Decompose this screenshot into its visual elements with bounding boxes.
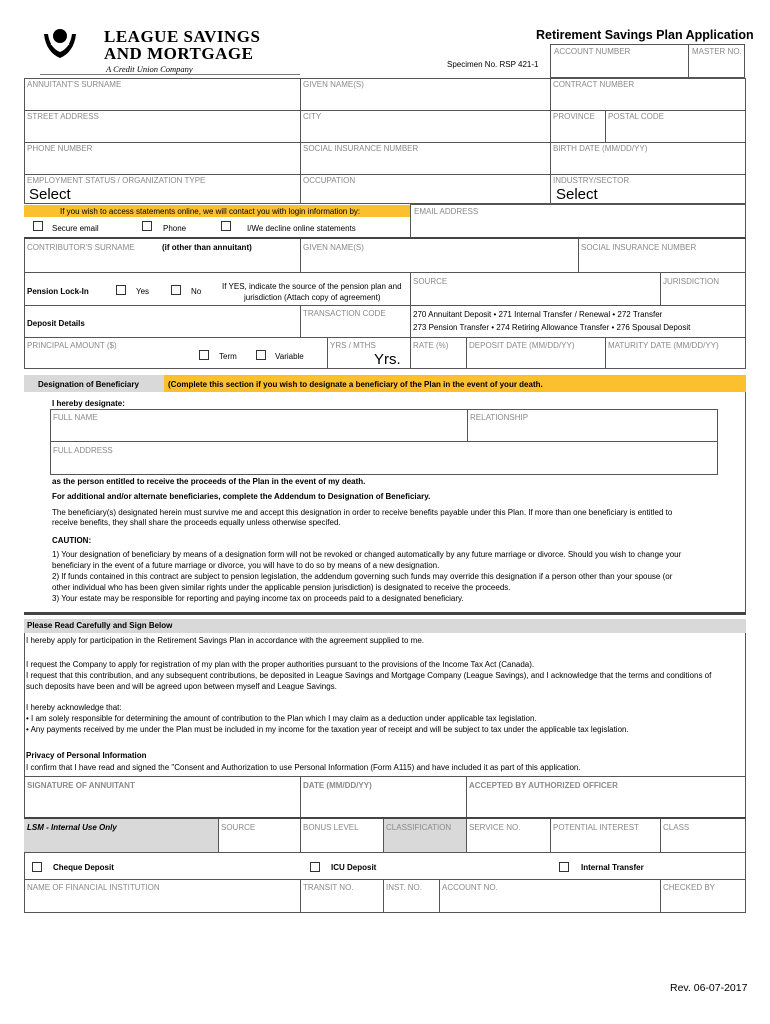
phone-checkbox[interactable] [142,221,152,231]
sign-p2a: I request the Company to apply for registration of my plan with the proper authorities pursuant to the provisions of the Income Tax Act (Canada). [26,660,535,669]
inst-no-field[interactable]: INST. NO. [386,883,423,892]
province-field[interactable]: PROVINCE [553,112,595,121]
sign-date-field[interactable]: DATE (MM/DD/YY) [303,781,372,790]
logo-line1: LEAGUE SAVINGS [104,27,261,46]
logo-hands-icon [40,22,80,62]
city-field[interactable]: CITY [303,112,322,121]
caution-2a: 2) If funds contained in this contract are subject to pension legislation, the addendum governing such funds may override this designation if a person other than your spouse (or [52,572,673,581]
pension-lockin-label: Pension Lock-In [27,287,89,296]
caution-heading: CAUTION: [52,536,92,545]
revision-date: Rev. 06-07-2017 [670,982,748,994]
sign-p3: I hereby acknowledge that: [26,703,122,712]
internal-transfer-checkbox[interactable] [559,862,569,872]
employment-status-select[interactable]: Select [29,186,71,203]
deposit-details-label: Deposit Details [27,319,85,328]
company-logo [40,22,80,62]
service-no-field[interactable]: SERVICE NO. [469,823,521,832]
variable-checkbox[interactable] [256,350,266,360]
beneficiary-survive-2: receive benefits, they shall share the proceeds equally unless otherwise specifed. [52,518,341,527]
pension-yes-label: Yes [136,287,150,296]
term-checkbox[interactable] [199,350,209,360]
caution-3: 3) Your estate may be responsible for reporting and paying income tax on proceeds paid to a designated beneficiary. [52,594,464,603]
maturity-date-field[interactable]: MATURITY DATE (MM/DD/YY) [608,341,719,350]
caution-2b: other individual who has been given similar rights under the applicable pension jurisdiction) is designated to receive the proceeds. [52,583,511,592]
signature-field[interactable]: SIGNATURE OF ANNUITANT [27,781,135,790]
term-label: Term [219,352,237,361]
beneficiary-note: (Complete this section if you wish to designate a beneficiary of the Plan in the event of your death. [168,380,543,389]
jurisdiction-field[interactable]: JURISDICTION [663,277,719,286]
beneficiary-name-box [50,409,718,475]
industry-label: INDUSTRY/SECTOR [553,176,630,185]
account-no-field[interactable]: ACCOUNT NO. [442,883,498,892]
pension-yes-checkbox[interactable] [116,285,126,295]
yrs-select[interactable]: Yrs. [374,351,401,368]
beneficiary-relationship-field[interactable]: RELATIONSHIP [470,413,529,422]
employment-status-label: EMPLOYMENT STATUS / ORGANIZATION TYPE [27,176,206,185]
cheque-deposit-checkbox[interactable] [32,862,42,872]
occupation-field[interactable]: OCCUPATION [303,176,356,185]
deposit-date-field[interactable]: DEPOSIT DATE (MM/DD/YY) [469,341,575,350]
internal-transfer-label: Internal Transfer [581,863,644,872]
contract-number-field[interactable]: CONTRACT NUMBER [553,80,635,89]
beneficiary-entitled: as the person entitled to receive the proceeds of the Plan in the event of my death. [52,477,366,486]
hereby-designate: I hereby designate: [52,399,125,408]
bonus-level-field[interactable]: BONUS LEVEL [303,823,359,832]
phone-number-field[interactable]: PHONE NUMBER [27,144,93,153]
logo-line2: AND MORTGAGE [104,44,254,63]
lsm-internal-label: LSM - Internal Use Only [27,823,117,832]
sign-p3a: • I am solely responsible for determining the amount of contribution to the Plan which I may claim as a deduction under applicable tax legislation. [26,714,537,723]
rate-field[interactable]: RATE (%) [413,341,449,350]
contributor-surname-field[interactable]: CONTRIBUTOR'S SURNAME [27,243,135,252]
email-address-field[interactable]: EMAIL ADDRESS [410,204,746,238]
yrs-mths-label: YRS / MTHS [330,341,376,350]
account-number-field[interactable]: ACCOUNT NUMBER [550,44,689,78]
variable-label: Variable [275,352,304,361]
form-title: Retirement Savings Plan Application [536,28,754,42]
beneficiary-addendum: For additional and/or alternate beneficiaries, complete the Addendum to Designation of Beneficiary. [52,492,431,501]
decline-online-checkbox[interactable] [221,221,231,231]
given-names-field[interactable]: GIVEN NAME(S) [303,80,364,89]
classification-field[interactable]: CLASSIFICATION [386,823,452,832]
privacy-heading: Privacy of Personal Information [26,751,147,760]
sign-p2c: such deposits have been and will be agreed upon between myself and League Savings. [26,682,337,691]
cheque-deposit-label: Cheque Deposit [53,863,114,872]
beneficiary-address-field[interactable]: FULL ADDRESS [53,446,113,455]
privacy-text: I confirm that I have read and signed the "Consent and Authorization to use Personal Information (Form A115) and have included it as part of this application. [26,763,581,772]
pension-no-checkbox[interactable] [171,285,181,295]
industry-select[interactable]: Select [556,186,598,203]
transaction-code-field[interactable]: TRANSACTION CODE [303,309,386,318]
specimen-number: Specimen No. RSP 421-1 [447,60,539,69]
pension-no-label: No [191,287,202,296]
master-no-field[interactable]: MASTER NO. [688,44,745,78]
caution-1b: beneficiary in the event of a future marriage or divorce, you will have to do so by means of a new designation. [52,561,440,570]
accepted-by-field[interactable]: ACCEPTED BY AUTHORIZED OFFICER [469,781,618,790]
online-notice: If you wish to access statements online, we will contact you with login information by: [60,207,361,216]
checked-by-field[interactable]: CHECKED BY [663,883,716,892]
class-field[interactable]: CLASS [663,823,690,832]
sin-field[interactable]: SOCIAL INSURANCE NUMBER [303,144,419,153]
logo-divider [40,74,300,75]
pension-source-field[interactable]: SOURCE [413,277,448,286]
beneficiary-full-name-field[interactable]: FULL NAME [53,413,98,422]
beneficiary-heading: Designation of Beneficiary [38,380,139,389]
contributor-given-names-field[interactable]: GIVEN NAME(S) [303,243,364,252]
secure-email-checkbox[interactable] [33,221,43,231]
pension-source-note-2: jurisdiction (Attach copy of agreement) [244,293,381,302]
birth-date-field[interactable]: BIRTH DATE (MM/DD/YY) [553,144,648,153]
postal-code-field[interactable]: POSTAL CODE [608,112,665,121]
contributor-other-note: (if other than annuitant) [162,243,252,252]
beneficiary-survive-1: The beneficiary(s) designated herein must survive me and accept this designation in order to receive benefits payable under this Plan. If more than one beneficiary is entitled to [52,508,673,517]
sign-p2b: I request that this contribution, and any subsequent contributions, be deposited in League Savings and Mortgage Company (League Savings), and I acknowledge that the terms and conditions of [26,671,712,680]
internal-source-field[interactable]: SOURCE [221,823,256,832]
phone-label: Phone [163,224,187,233]
sign-p1: I hereby apply for participation in the Retirement Savings Plan in accordance with the agreement supplied to me. [26,636,424,645]
secure-email-label: Secure email [52,224,99,233]
logo-tagline: A Credit Union Company [106,64,193,74]
decline-online-label: I/We decline online statements [247,224,356,233]
annuitant-grid [24,78,746,204]
transaction-codes-line1: 270 Annuitant Deposit • 271 Internal Transfer / Renewal • 272 Transfer [413,310,663,319]
sign-p3b: • Any payments received by me under the Plan must be included in my income for the taxation year of receipt and will be subject to tax under the applicable tax legislation. [26,725,629,734]
contributor-sin-field[interactable]: SOCIAL INSURANCE NUMBER [581,243,697,252]
principal-amount-field[interactable]: PRINCIPAL AMOUNT ($) [27,341,117,350]
icu-deposit-label: ICU Deposit [331,863,377,872]
street-address-field[interactable]: STREET ADDRESS [27,112,99,121]
pension-source-note-1: If YES, indicate the source of the pension plan and [222,282,402,291]
annuitant-surname-field[interactable]: ANNUITANT'S SURNAME [27,80,122,89]
transaction-codes-line2: 273 Pension Transfer • 274 Retiring Allowance Transfer • 276 Spousal Deposit [413,323,691,332]
caution-1a: 1) Your designation of beneficiary by means of a designation form will not be revoked or changed automatically by any future marriage or divorce. Should you wish to change your [52,550,682,559]
icu-deposit-checkbox[interactable] [310,862,320,872]
sign-heading: Please Read Carefully and Sign Below [27,621,173,630]
transit-no-field[interactable]: TRANSIT NO. [303,883,354,892]
financial-institution-field[interactable]: NAME OF FINANCIAL INSTITUTION [27,883,160,892]
potential-interest-field[interactable]: POTENTIAL INTEREST [553,823,639,832]
